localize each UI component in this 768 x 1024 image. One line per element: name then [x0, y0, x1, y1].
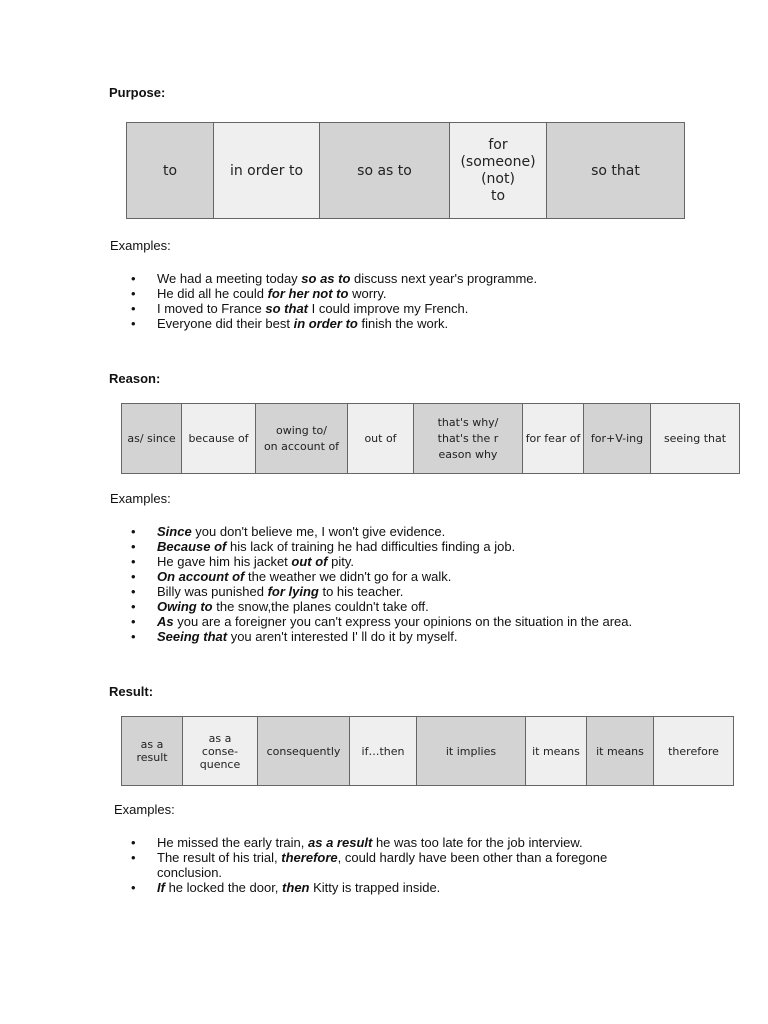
example-keyword: so as to	[301, 271, 351, 286]
purpose-cell-for-someone-not-to	[450, 123, 547, 219]
example-item	[131, 539, 751, 554]
cell-text-line: so that	[591, 162, 640, 179]
example-item	[131, 316, 731, 331]
result-table	[121, 716, 734, 786]
example-item	[131, 599, 751, 614]
cell-text-line: owing to/	[276, 423, 327, 437]
result-cell-as-a-consequence	[183, 717, 258, 786]
cell-text-line: for fear of	[525, 432, 581, 445]
example-text: the weather we didn't go for a walk.	[244, 569, 452, 584]
example-keyword: Because of	[157, 539, 227, 554]
purpose-heading: Purpose:	[109, 85, 166, 100]
example-text: to his teacher.	[318, 584, 404, 599]
example-item	[131, 524, 751, 539]
cell-text-line: if…then	[361, 744, 405, 758]
reason-cell-for-v-ing	[584, 404, 651, 474]
example-text: Billy was punished	[157, 584, 268, 599]
example-keyword: as a result	[308, 835, 373, 850]
purpose-examples-label: Examples:	[110, 238, 171, 253]
example-keyword: As	[157, 614, 174, 629]
cell-text-line: to	[162, 162, 178, 179]
cell-text-line: that's the r	[437, 431, 499, 445]
example-text: , could hardly have been other than a foregone conclusion.	[157, 850, 608, 880]
example-item	[131, 569, 751, 584]
cell-text-line: as/ since	[127, 432, 176, 445]
example-keyword: out of	[291, 554, 328, 569]
reason-examples-label: Examples:	[110, 491, 171, 506]
cell-text-line: quence	[199, 757, 241, 771]
result-cell-it-means-1	[526, 717, 587, 786]
result-cell-if-then	[350, 717, 417, 786]
example-item	[131, 850, 631, 880]
example-keyword: for lying	[267, 584, 319, 599]
cell-text-line: therefore	[668, 744, 719, 758]
cell-text-line: eason why	[438, 447, 498, 461]
example-text: He gave him his jacket	[157, 554, 292, 569]
reason-table	[121, 403, 740, 474]
example-item	[131, 614, 751, 629]
example-item	[131, 835, 631, 850]
example-item	[131, 629, 751, 644]
example-item	[131, 554, 751, 569]
cell-text-line: conse-	[201, 744, 239, 758]
example-text: finish the work.	[357, 316, 449, 331]
cell-text-line: that's why/	[437, 415, 499, 429]
example-keyword: Seeing that	[157, 629, 228, 644]
reason-cell-because-of	[182, 404, 256, 474]
purpose-cell-to	[127, 123, 214, 219]
example-keyword: so that	[265, 301, 309, 316]
cell-text-line: as a result	[136, 738, 168, 764]
result-heading: Result:	[109, 684, 154, 699]
example-text: I could improve my French.	[308, 301, 469, 316]
cell-text-line: (not)	[481, 170, 515, 187]
example-item	[131, 271, 731, 286]
example-keyword: then	[282, 880, 310, 895]
cell-text-line: (someone)	[460, 153, 536, 170]
example-item	[131, 880, 631, 895]
example-text: he was too late for the job interview.	[372, 835, 583, 850]
example-text: you are a foreigner you can't express your opinions on the situation in the area.	[173, 614, 633, 629]
cell-text-line: for+V-ing	[590, 432, 644, 445]
example-item	[131, 301, 731, 316]
cell-text-line: to	[490, 187, 506, 204]
reason-heading: Reason:	[109, 371, 161, 386]
purpose-cell-so-as-to	[320, 123, 450, 219]
purpose-table	[126, 122, 685, 219]
cell-text-line: for	[488, 136, 508, 153]
reason-cell-owing-to	[256, 404, 348, 474]
example-text: discuss next year's programme.	[350, 271, 538, 286]
example-keyword: in order to	[293, 316, 358, 331]
cell-text-line: seeing that	[663, 432, 727, 445]
example-item	[131, 584, 751, 599]
example-text: his lack of training he had difficulties finding a job.	[226, 539, 516, 554]
purpose-examples-list	[131, 271, 731, 331]
result-examples-list	[131, 835, 631, 895]
cell-text-line: because of	[188, 432, 249, 445]
example-keyword: for her not to	[267, 286, 349, 301]
example-text: worry.	[348, 286, 387, 301]
cell-text-line: it means	[596, 744, 644, 758]
example-keyword: Since	[157, 524, 192, 539]
example-text: Kitty is trapped inside.	[309, 880, 441, 895]
reason-cell-out-of	[348, 404, 414, 474]
example-text: He missed the early train,	[157, 835, 309, 850]
example-text: the snow,the planes couldn't take off.	[212, 599, 429, 614]
reason-cell-seeing-that	[651, 404, 740, 474]
reason-examples-list	[131, 524, 751, 644]
example-text: you aren't interested I' ll do it by myself.	[227, 629, 458, 644]
cell-text-line: it means	[532, 744, 580, 758]
cell-text-line: it implies	[445, 744, 497, 758]
reason-cell-for-fear-of	[523, 404, 584, 474]
result-cell-it-implies	[417, 717, 526, 786]
result-cell-it-means-2	[587, 717, 654, 786]
example-text: The result of his trial,	[157, 850, 282, 865]
example-text: you don't believe me, I won't give evidence.	[191, 524, 446, 539]
example-text: he locked the door,	[164, 880, 283, 895]
example-keyword: therefore	[281, 850, 338, 865]
example-keyword: If	[157, 880, 165, 895]
purpose-cell-so-that	[547, 123, 685, 219]
result-cell-therefore	[654, 717, 734, 786]
example-keyword: Owing to	[157, 599, 213, 614]
example-item	[131, 286, 731, 301]
result-cell-consequently	[258, 717, 350, 786]
example-text: pity.	[327, 554, 354, 569]
example-text: Everyone did their best	[157, 316, 294, 331]
example-text: We had a meeting today	[157, 271, 302, 286]
result-examples-label: Examples:	[114, 802, 175, 817]
result-cell-as-a-result	[122, 717, 183, 786]
example-text: He did all he could	[157, 286, 268, 301]
reason-cell-thats-why	[414, 404, 523, 474]
reason-cell-as-since	[122, 404, 182, 474]
cell-text-line: consequently	[266, 744, 341, 758]
cell-text-line: so as to	[357, 162, 412, 179]
cell-text-line: in order to	[229, 162, 304, 179]
cell-text-line: as a	[208, 731, 232, 745]
example-keyword: On account of	[157, 569, 245, 584]
cell-text-line: on account of	[263, 439, 340, 453]
cell-text-line: out of	[364, 432, 397, 445]
example-text: I moved to France	[157, 301, 266, 316]
purpose-cell-in-order-to	[214, 123, 320, 219]
